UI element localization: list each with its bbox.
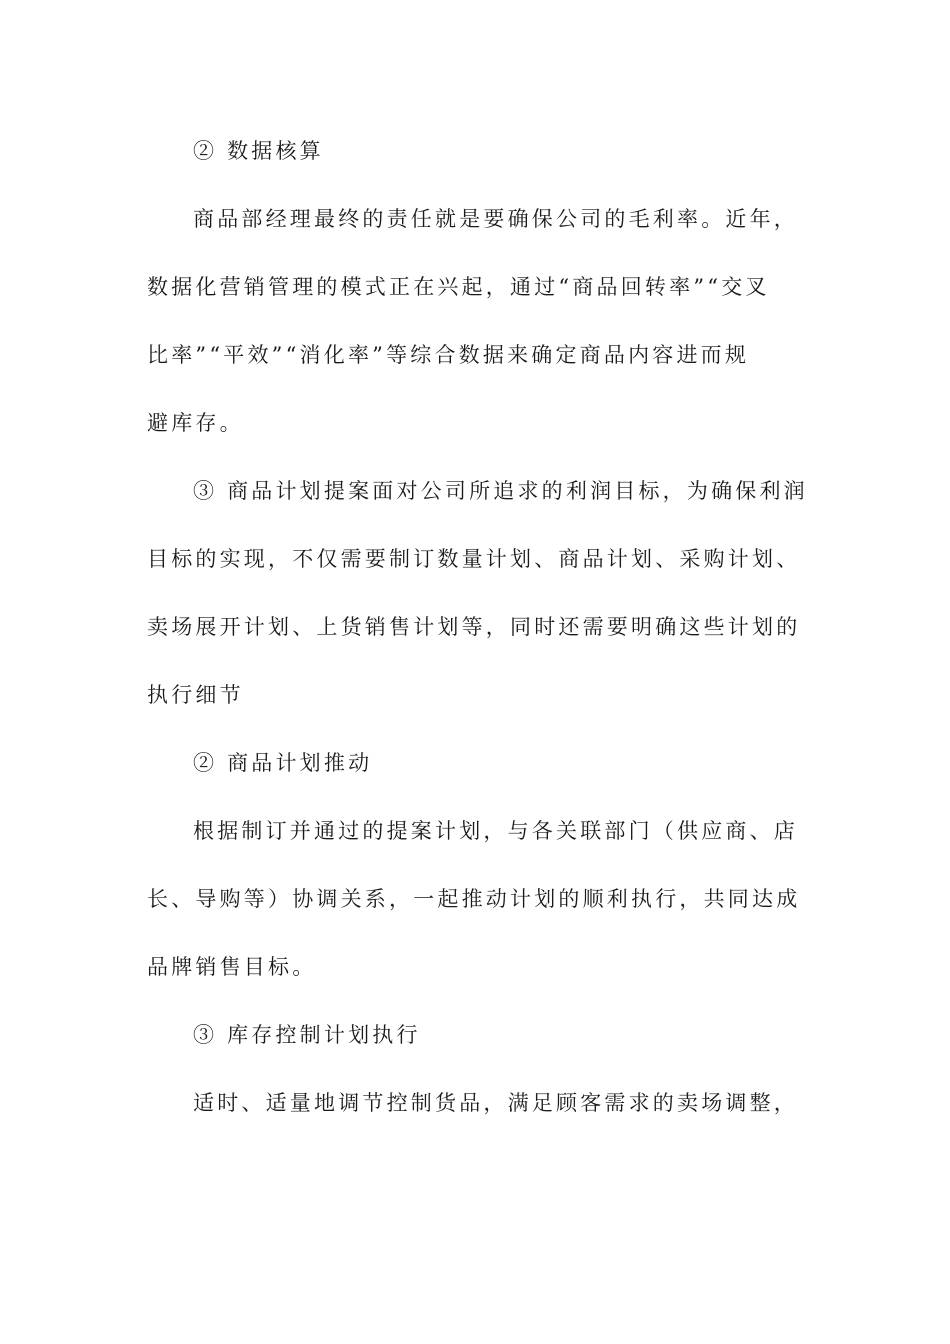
text-line: 适时、适量地调节控制货品，满足顾客需求的卖场调整，: [193, 1091, 798, 1115]
text-line: 商品部经理最终的责任就是要确保公司的毛利率。近年，: [193, 207, 798, 231]
text-line: ② 商品计划推动: [193, 751, 373, 775]
paragraph-inventory: [147, 1080, 797, 1148]
text-line: 避库存。: [147, 411, 244, 435]
paragraph-plan-proposal: [147, 468, 808, 740]
text-line: 数据化营销管理的模式正在兴起，通过“商品回转率”“交叉: [147, 275, 770, 299]
text-line: 比率”“平效”“消化率”等综合数据来确定商品内容进而规: [147, 343, 750, 367]
text-line: 执行细节: [147, 683, 244, 707]
heading-data-accounting: [147, 128, 797, 196]
paragraph-promotion: [147, 808, 801, 1012]
paragraph-gross-margin: [147, 196, 797, 468]
document-body: [147, 128, 808, 1148]
heading-inventory-control: [147, 1012, 797, 1080]
text-line: 目标的实现，不仅需要制订数量计划、商品计划、采购计划、: [147, 547, 801, 571]
text-line: 根据制订并通过的提案计划，与各关联部门（供应商、店: [193, 819, 798, 843]
text-line: 卖场展开计划、上货销售计划等，同时还需要明确这些计划的: [147, 615, 801, 639]
text-line: 长、导购等）协调关系，一起推动计划的顺利执行，共同达成: [147, 887, 801, 911]
heading-plan-promotion: [147, 740, 797, 808]
text-line: ② 数据核算: [193, 139, 324, 163]
text-line: ③ 商品计划提案面对公司所追求的利润目标，为确保利润: [193, 479, 808, 503]
text-line: 品牌销售目标。: [147, 955, 317, 979]
text-line: ③ 库存控制计划执行: [193, 1023, 421, 1047]
